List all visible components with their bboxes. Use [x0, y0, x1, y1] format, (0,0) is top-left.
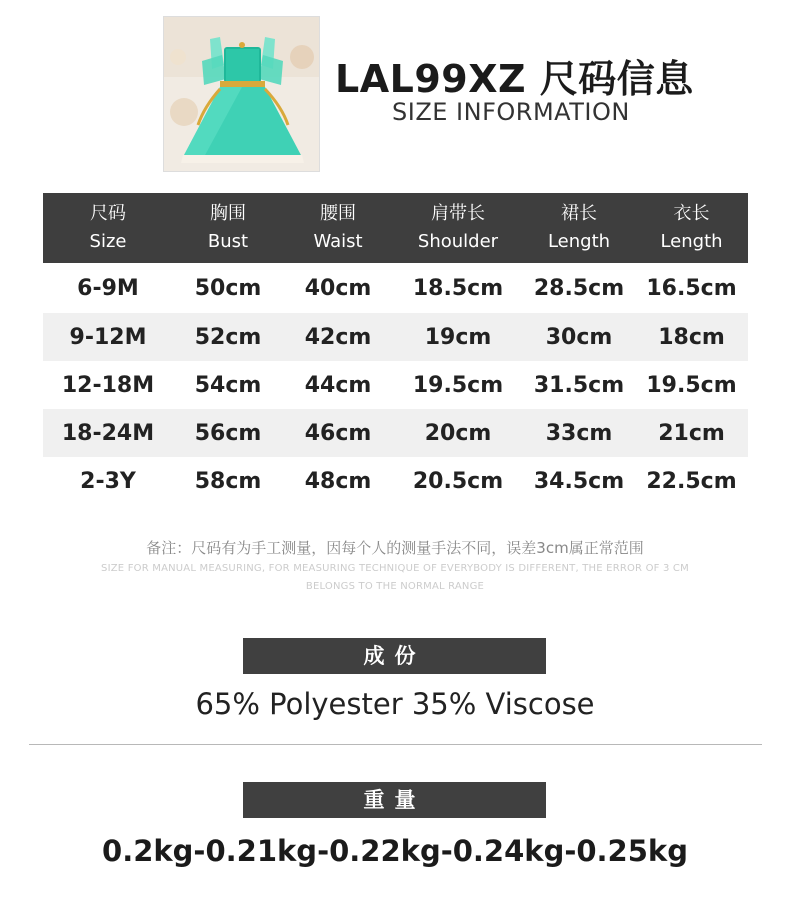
table-cell: 46cm — [283, 409, 393, 457]
table-cell: 20.5cm — [412, 468, 504, 494]
column-header-cn: 尺码 — [90, 203, 126, 224]
column-header-cn: 胸围 — [210, 203, 246, 224]
table-cell: 58cm — [194, 468, 262, 494]
table-cell: 9-12M — [43, 313, 173, 361]
column-header-en: Shoulder — [417, 231, 499, 252]
table-cell: 12-18M — [61, 372, 155, 398]
material-heading: 成份 — [243, 638, 546, 674]
table-row — [43, 409, 748, 457]
column-header-en: Length — [547, 231, 611, 252]
table-cell: 33cm — [523, 409, 635, 457]
table-cell: 48cm — [304, 468, 372, 494]
page-title: LAL99XZ 尺码信息 — [335, 57, 694, 101]
table-cell: 28.5cm — [533, 275, 625, 301]
dress-image — [164, 17, 320, 172]
column-header-cn: 腰围 — [320, 203, 356, 224]
table-cell: 40cm — [304, 275, 372, 301]
table-cell: 31.5cm — [533, 372, 625, 398]
table-cell: 18cm — [635, 313, 748, 361]
table-cell: 52cm — [173, 313, 283, 361]
table-cell: 42cm — [283, 313, 393, 361]
table-row — [43, 263, 748, 313]
table-row — [43, 313, 748, 361]
column-header-waist — [283, 193, 393, 263]
page-header — [0, 0, 790, 185]
column-header-en: Length — [660, 231, 723, 252]
table-cell: 56cm — [173, 409, 283, 457]
column-header-top-length — [635, 193, 748, 263]
section-divider — [29, 744, 762, 745]
table-cell: 16.5cm — [646, 275, 737, 301]
column-header-bust — [173, 193, 283, 263]
column-header-en: Bust — [207, 231, 249, 252]
material-value: 65% Polyester 35% Viscose — [195, 687, 595, 721]
table-cell: 30cm — [523, 313, 635, 361]
table-cell: 18-24M — [43, 409, 173, 457]
column-header-cn: 衣长 — [673, 203, 710, 224]
table-row — [43, 361, 748, 409]
column-header-en: Size — [89, 231, 127, 252]
table-cell: 2-3Y — [80, 468, 136, 494]
table-cell: 34.5cm — [533, 468, 625, 494]
measurement-note-en-line1: SIZE FOR MANUAL MEASURING, FOR MEASURING TECHNIQUE OF EVERYBODY IS DIFFERENT, THE ERROR OF 3 CM — [101, 563, 689, 574]
column-header-cn: 裙长 — [561, 203, 597, 224]
product-photo — [163, 16, 320, 172]
page-subtitle: SIZE INFORMATION — [392, 98, 630, 126]
table-cell: 18.5cm — [412, 275, 504, 301]
table-cell: 54cm — [194, 372, 262, 398]
table-cell: 6-9M — [77, 275, 139, 301]
size-table — [43, 193, 748, 505]
column-header-en: Waist — [313, 231, 363, 252]
table-cell: 22.5cm — [646, 468, 737, 494]
measurement-note-cn: 备注：尺码有为手工测量，因每个人的测量手法不同，误差3cm属正常范围 — [146, 539, 644, 557]
table-cell: 19.5cm — [646, 372, 737, 398]
column-header-shoulder — [393, 193, 523, 263]
table-cell: 21cm — [635, 409, 748, 457]
column-header-cn: 肩带长 — [431, 203, 485, 224]
table-header-row — [43, 193, 748, 263]
measurement-note-en-line2: BELONGS TO THE NORMAL RANGE — [305, 581, 485, 592]
column-header-skirt-length — [523, 193, 635, 263]
weight-heading: 重量 — [243, 782, 546, 818]
table-cell: 44cm — [304, 372, 372, 398]
table-cell: 20cm — [393, 409, 523, 457]
table-cell: 50cm — [194, 275, 262, 301]
weight-value: 0.2kg-0.21kg-0.22kg-0.24kg-0.25kg — [102, 834, 688, 868]
column-header-size — [43, 193, 173, 263]
table-cell: 19.5cm — [412, 372, 504, 398]
table-row — [43, 457, 748, 505]
table-cell: 19cm — [393, 313, 523, 361]
